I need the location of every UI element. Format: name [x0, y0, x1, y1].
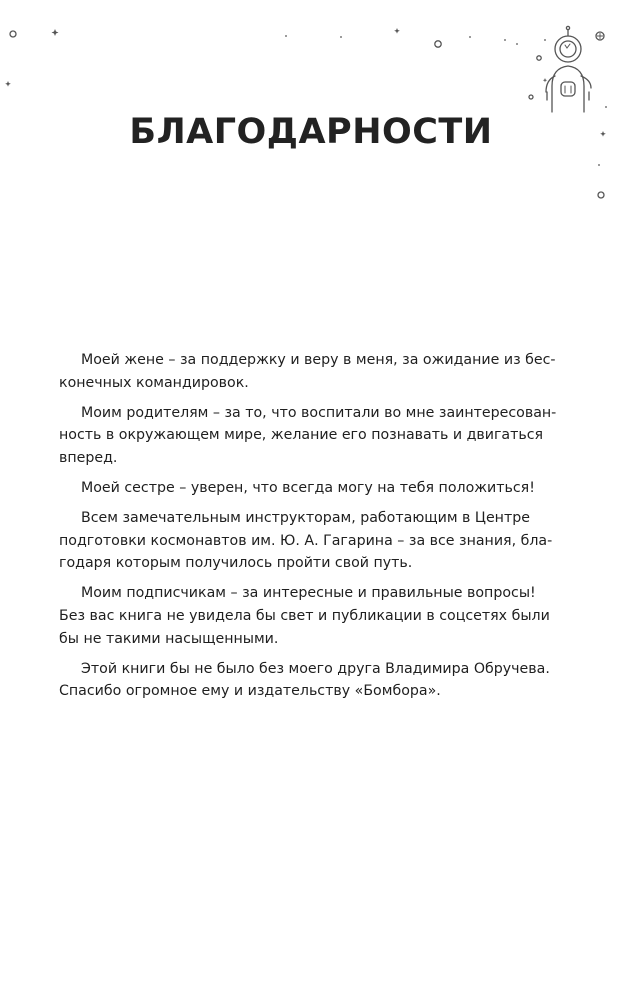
- star-icon: [394, 28, 400, 34]
- acknowledgement-paragraph: [59, 477, 559, 500]
- star-dot-icon: [516, 43, 518, 45]
- star-dot-icon: [285, 35, 287, 37]
- paragraph-line: ность в окружающем мире, желание его познавать и двигаться: [59, 427, 544, 444]
- star-dot-icon: [504, 39, 506, 41]
- acknowledgement-paragraph: [59, 582, 559, 650]
- star-icon: [52, 29, 59, 36]
- paragraph-line: подготовки космонавтов им. Ю. А. Гагарина – за все знания, бла-: [59, 532, 553, 549]
- planet-circle-icon: [529, 95, 533, 99]
- acknowledgement-paragraph: [59, 349, 559, 395]
- page-title: БЛАГОДАРНОСТИ: [129, 112, 493, 152]
- paragraph-line: Моей жене – за поддержку и веру в меня, за ожидание из бес-: [81, 352, 556, 368]
- paragraph-line: вперед.: [59, 450, 118, 467]
- paragraph-line: годаря которым получилось пройти свой путь.: [59, 555, 413, 572]
- acknowledgement-paragraph: [59, 658, 559, 704]
- planet-circle-icon: [598, 192, 604, 198]
- planet-circle-icon: [596, 32, 604, 40]
- star-dot-icon: [598, 164, 600, 166]
- star-icon: [5, 81, 11, 87]
- star-dot-icon: [544, 39, 546, 41]
- acknowledgements-body: [59, 349, 559, 710]
- planet-circle-icon: [10, 31, 16, 37]
- acknowledgement-paragraph: [59, 507, 559, 575]
- paragraph-line: Моей сестре – уверен, что всегда могу на тебя положиться!: [81, 479, 535, 496]
- acknowledgement-paragraph: [59, 402, 559, 470]
- star-dot-icon: [340, 36, 342, 38]
- paragraph-line: конечных командировок.: [59, 374, 249, 391]
- paragraph-line: Всем замечательным инструкторам, работающим в Центре: [81, 509, 530, 526]
- star-dot-icon: [469, 36, 471, 38]
- star-icon: [543, 78, 547, 82]
- paragraph-line: Этой книги бы не было без моего друга Владимира Обручева.: [81, 660, 550, 677]
- astronaut-icon: [546, 26, 591, 112]
- paragraph-line: Моим подписчикам – за интересные и правильные вопросы!: [81, 585, 536, 602]
- paragraph-line: Без вас книга не увидела бы свет и публикации в соцсетях были: [59, 607, 550, 624]
- planet-circle-icon: [537, 56, 541, 60]
- planet-circle-icon: [435, 41, 441, 47]
- paragraph-line: Моим родителям – за то, что воспитали во мне заинтересован-: [81, 404, 557, 421]
- paragraph-line: Спасибо огромное ему и издательству «Бомбора».: [59, 683, 441, 700]
- paragraph-line: бы не такими насыщенными.: [59, 630, 279, 647]
